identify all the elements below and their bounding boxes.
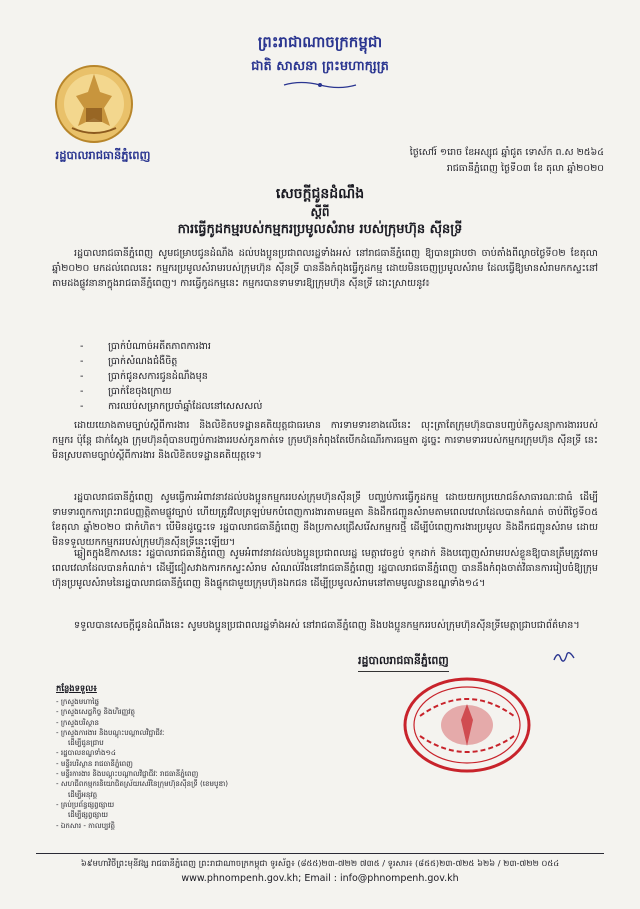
- demands-list: [80, 339, 262, 414]
- body-paragraph: ទទួលបានសេចក្តីជូនដំណឹងនេះ សូមបងប្អូនប្រជាពលរដ្ឋទាំងអស់ នៅរាជធានីភ្នំពេញ និងបងប្អូនកម្មកររបស់ក្រុមហ៊ុនស៊ីនទ្រីមេត្តាជ្រាបជាព័ត៌មាន។: [74, 620, 580, 631]
- list-item: - គ្រប់ប្រព័ន្ធផ្សព្វផ្សាយ: [56, 799, 115, 809]
- body-paragraph: រដ្ឋបាលរាជធានីភ្នំពេញ សូមធ្វើការអំពាវនាវដល់បងប្អូនកម្មកររបស់ក្រុមហ៊ុនស៊ីនទ្រី បញ្ឈប់ការធ្វើកូដកម្ម ដោយយកប្រយោជន៍សាធារណៈជាធំ ដើម្បីទាមទារពួកការព្រះរាជបញ្ញត្តិតាមផ្លូវច្បាប់ ហើយត្រូវវិលត្រឡប់មកបំពេញការងារតាមធម្មតា និងដឹកជញ្ជូនសំរាមតាមពេលវេលាដែលបានកំណត់ ចាប់ពីថ្ងៃទី០៥ ខែតុលា ឆ្នាំ២០២០ ជាកំហិត។ បើមិនដូច្នេះទេ រដ្ឋបាលរាជធានីភ្នំពេញ នឹងប្រកាសជ្រើសរើសកម្មករថ្មី ដើម្បីបំពេញការងារប្រមូល និងដឹកជញ្ជូនសំរាម ដោយមិនទទួលយកកម្មកររបស់ក្រុមហ៊ុនស៊ីនទ្រីនេះឡើយ។: [52, 492, 598, 548]
- list-item: - សហជីពកម្មករនិយោជិតស្រ័យសេរីនៃក្រុមហ៊ុនស៊ីនទ្រី (ខេមបូឌា): [56, 779, 229, 789]
- footer-address: ៦៩មហាវិថីព្រះមុនីវង្ស រាជធានីភ្នំពេញ ព្រះរាជាណាចក្រកម្ពុជា ទូរស័ព្ទ៖ (៨៥៥)២៣-៧២២ ៧៣៥ / ទូរសារ៖ (៨៥៥)២៣-៧២៥ ៦២៦ / ២៣-៧២២ ០៥៤: [80, 858, 560, 868]
- national-motto: ជាតិ សាសនា ព្រះមហាក្សត្រ: [251, 59, 389, 74]
- body-paragraph: ដោយយោងតាមច្បាប់ស្តីពីការងារ និងលិខិតបទដ្ឋានគតិយុត្តជាធរមាន ការទាមទារខាងលើនេះ លុះត្រាតែក្រុមហ៊ុនបានបញ្ចប់កិច្ចសន្យាការងាររបស់កម្មករ ប៉ុន្តែ ជាក់ស្តែង ក្រុមហ៊ុនពុំបានបញ្ចប់ការងាររបស់កូនកាត់ទេ ក្រុមហ៊ុនកំពុងតែបើកដំណើរការធម្មតា ដូច្នេះ ការទាមទាររបស់កម្មករក្រុមហ៊ុន ស៊ីនទ្រី នេះ មិនស្របតាមច្បាប់ស្តីពីការងារ និងលិខិតបទដ្ឋានគតិយុត្តទេ។: [52, 420, 598, 461]
- list-item: - មន្ទីរការងារ និងបណ្តុះបណ្តាលវិជ្ជាជីវៈ រាជធានីភ្នំពេញ: [56, 769, 199, 779]
- list-item: - រដ្ឋបាលខណ្ឌទាំង១៤: [56, 748, 116, 758]
- notice-subject-label: ស្តីពី: [310, 205, 330, 219]
- footer-divider: [36, 853, 604, 854]
- official-seal-icon: [402, 676, 532, 774]
- list-item: - ក្រសួងមហាផ្ទៃ: [56, 697, 99, 706]
- list-item: - ឯកសារ - កាលប្បវត្តិ: [56, 820, 116, 830]
- list-item: - ក្រសួងការងារ និងបណ្តុះបណ្តាលវិជ្ជាជីវៈ: [56, 727, 165, 737]
- list-item: ដើម្បីអនុវត្ត: [68, 789, 98, 799]
- kingdom-heading: ព្រះរាជាណាចក្រកម្ពុជា: [257, 33, 383, 51]
- footer-contact: www.phnompenh.gov.kh; Email : info@phnompenh.gov.kh: [181, 873, 459, 884]
- list-item: ដើម្បីផ្សព្វផ្សាយ: [68, 810, 109, 820]
- list-item: - ប្រាក់ខែចុងក្រោយ: [80, 386, 172, 397]
- notice-subject: ការធ្វើកូដកម្មរបស់កម្មករប្រមូលសំរាម របស់ក្រុមហ៊ុន ស៊ីនទ្រី: [177, 222, 463, 237]
- body-paragraph: រដ្ឋបាលរាជធានីភ្នំពេញ សូមជម្រាបជូនដំណឹង ដល់បងប្អូនប្រជាពលរដ្ឋទាំងអស់ នៅរាជធានីភ្នំពេញ ឱ្យបានជ្រាបថា ចាប់តាំងពីល្ងាចថ្ងៃទី០២ ខែតុលា ឆ្នាំ២០២០ មកដល់ពេលនេះ កម្មករប្រមូលសំរាមរបស់ក្រុមហ៊ុន ស៊ីនទ្រី បាននឹងកំពុងធ្វើកូដកម្ម ដោយមិនចេញប្រមូលសំរាម ដែលធ្វើឱ្យមានសំរាមកកស្ទះនៅតាមដងផ្លូវនានាក្នុងរាជធានីភ្នំពេញ។ ការធ្វើកូដកម្មនេះ កម្មករបានទាមទារឱ្យក្រុមហ៊ុន ស៊ីនទ្រី ដោះស្រាយនូវ៖: [52, 248, 598, 289]
- recipients-list: [56, 697, 228, 831]
- list-item: - ក្រសួងសេដ្ឋកិច្ច និងហិរញ្ញវត្ថុ: [56, 707, 135, 717]
- municipal-emblem-icon: [52, 62, 136, 146]
- list-item: - ប្រាក់បំណាច់អតីតភាពការងារ: [80, 341, 211, 352]
- body-paragraph: ឆ្លៀតក្នុងឱកាសនេះ រដ្ឋបាលរាជធានីភ្នំពេញ សូមអំពាវនាវដល់បងប្អូនប្រជាពលរដ្ឋ មេត្តាវេចខ្ចប់ ទុកដាក់ និងបញ្ចេញសំរាមរបស់ខ្លួនឱ្យបានត្រឹមត្រូវតាមពេលវេលាដែលបានកំណត់។ ដើម្បីជៀសវាងការកកស្ទះសំរាម សំណល់រឹងនៅរាជធានីភ្នំពេញ រដ្ឋបាលរាជធានីភ្នំពេញ បាននឹងកំពុងចាត់វិធានការរៀបចំឱ្យក្រុមហ៊ុនប្រមូលសំរាមនៃរដ្ឋបាលរាជធានីភ្នំពេញ និងផ្ទុកជាមួយក្រុមហ៊ុនឯកជន ដើម្បីប្រមូលសំរាមនៅតាមមូលដ្ឋានខណ្ឌទាំង១៤។: [52, 548, 598, 589]
- list-item: - ការឈប់សម្រាកប្រចាំឆ្នាំដែលនៅសេសសល់: [80, 401, 263, 412]
- lunar-date: ថ្ងៃសៅរ៍ ១រោច ខែអស្សុជ ឆ្នាំជូត ទោស័ក ព.ស ២៥៦៤: [409, 147, 604, 158]
- list-item: - ក្រសួងបរិស្ថាន: [56, 717, 99, 727]
- list-item: ដើម្បីជូនជ្រាប: [68, 738, 104, 748]
- solar-date: រាជធានីភ្នំពេញ ថ្ងៃទី០៣ ខែ តុលា ឆ្នាំ២០២០: [446, 163, 604, 174]
- recipients-heading: កន្លែងទទួល៖: [56, 683, 97, 693]
- list-item: - ប្រាក់សំណងជំងឺចិត្ត: [80, 356, 178, 367]
- ornament-divider-icon: [282, 80, 358, 90]
- list-item: - ប្រាក់ជូនសការជូនដំណឹងមុន: [80, 371, 208, 382]
- handwritten-signature-icon: [552, 648, 576, 666]
- list-item: - មន្ទីរបរិស្ថាន រាជធានីភ្នំពេញ: [56, 758, 133, 768]
- signatory-title: រដ្ឋបាលរាជធានីភ្នំពេញ: [358, 654, 449, 672]
- issuing-authority: រដ្ឋបាលរាជធានីភ្នំពេញ: [55, 148, 151, 162]
- notice-title: សេចក្តីជូនដំណឹង: [275, 186, 365, 202]
